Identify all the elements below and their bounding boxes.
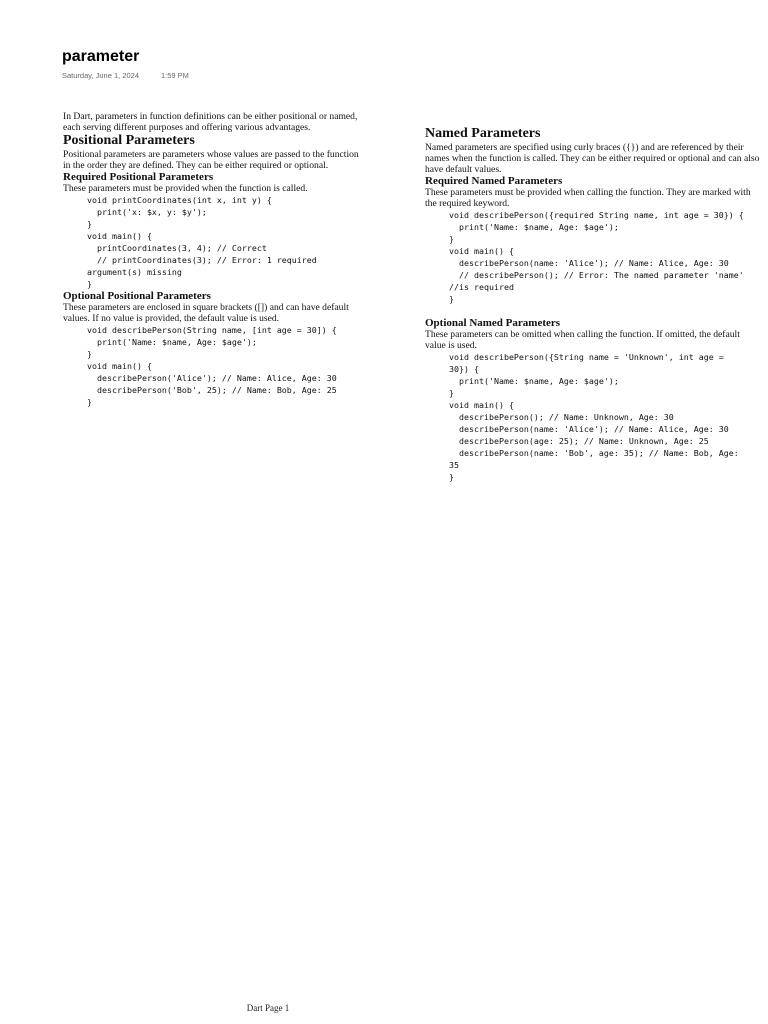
required-positional-code: void printCoordinates(int x, int y) { print('x: $x, y: $y'); } void main() { printCoordinates(3, 4); // Correct // printCoordinates(3); // Error: 1 required argument(s) missing }	[87, 195, 317, 289]
positional-parameters-heading: Positional Parameters	[63, 133, 195, 148]
optional-named-heading: Optional Named Parameters	[425, 317, 561, 329]
optional-positional-code: void describePerson(String name, [int age = 30]) { print('Name: $name, Age: $age'); } void main() { describePerson('Alice'); // Name: Alice, Age: 30 describePerson('Bob', 25); // Name: Bob, Age: 25 }	[87, 325, 337, 407]
required-named-heading: Required Named Parameters	[425, 175, 563, 187]
optional-named-description: These parameters can be omitted when calling the function. If omitted, the default value is used.	[425, 329, 740, 351]
positional-parameters-description: Positional parameters are parameters whose values are passed to the function in the order they are defined. They can be either required or optional.	[63, 149, 359, 171]
required-positional-description: These parameters must be provided when the function is called.	[63, 183, 308, 194]
intro-paragraph: In Dart, parameters in function definitions can be either positional or named, each serving different purposes and offering various advantages.	[63, 111, 358, 133]
optional-named-code: void describePerson({String name = 'Unknown', int age = 30}) { print('Name: $name, Age: $age'); } void main() { describePerson(); // Name: Unknown, Age: 30 describePerson(name: 'Alice'); // Name: Alice, Age: 30 describePerson(age: 25); // Name: Unknown, Age: 25 describePerson(name: 'Bob', age: 35); // Name: Bob, Age: 35 }	[449, 352, 739, 482]
required-named-code: void describePerson({required String name, int age = 30}) { print('Name: $name, Age: $age'); } void main() { describePerson(name: 'Alice'); // Name: Alice, Age: 30 // describePerson(); // Error: The named parameter 'name' //is required }	[449, 210, 744, 304]
named-parameters-heading: Named Parameters	[425, 126, 541, 141]
left-column	[63, 111, 363, 408]
page-footer: Dart Page 1	[246, 1003, 290, 1013]
required-positional-heading: Required Positional Parameters	[63, 171, 214, 183]
optional-positional-description: These parameters are enclosed in square brackets ([]) and can have default values. If no value is provided, the default value is used.	[63, 302, 349, 324]
page-time: 1:59 PM	[161, 71, 189, 80]
named-parameters-description: Named parameters are specified using curly braces ({}) and are referenced by their names when the function is called. They can be either required or optional and can also have default values.	[425, 142, 760, 175]
required-named-description: These parameters must be provided when calling the function. They are marked with the required keyword.	[425, 187, 751, 209]
page-title: parameter	[62, 48, 140, 65]
page-date: Saturday, June 1, 2024	[62, 71, 139, 80]
right-column	[425, 126, 760, 483]
optional-positional-heading: Optional Positional Parameters	[63, 290, 211, 302]
